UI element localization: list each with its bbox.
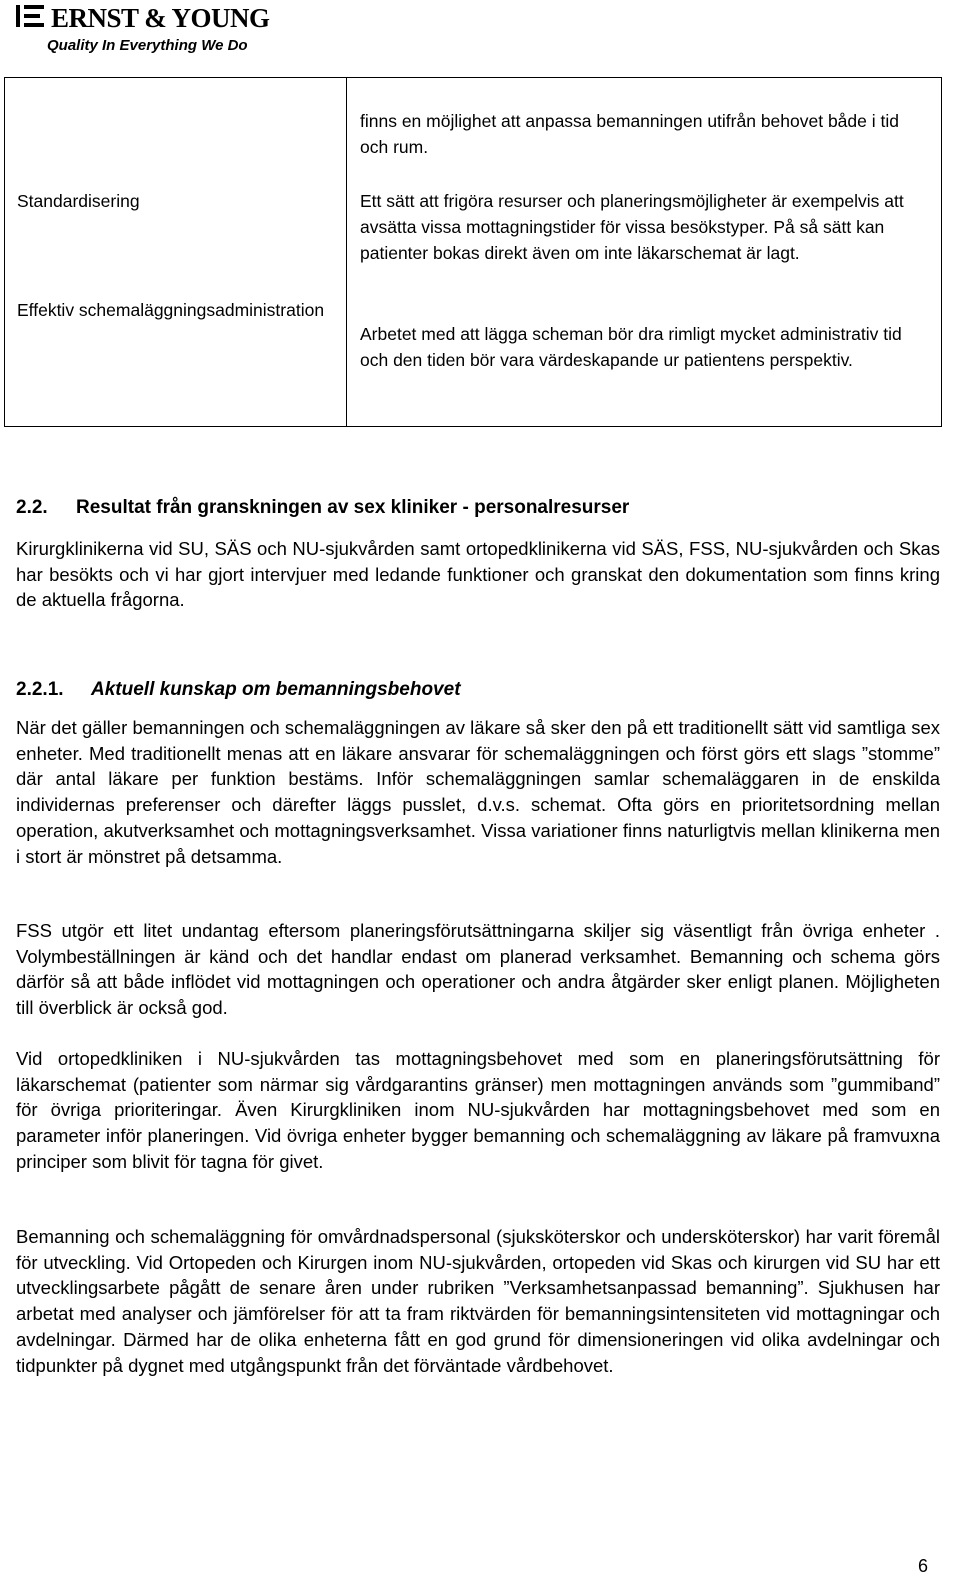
company-tagline: Quality In Everything We Do [47,37,248,54]
section-number: 2.2.1. [16,679,64,700]
paragraph-staffing-tradition: När det gäller bemanningen och schemaläggningen av läkare så sker den på ett traditionellt sätt vid samtliga sex enheter. Med traditionellt menas att en läkare ansvarar för schemaläggningen och först görs ett slags ”stomme” där antal läkare per funktion bestäms. Inför schemaläggningen samlar schemaläggaren in de enskilda individernas preferenser och därefter läggs pusslet, d.v.s. schemat. Ofta görs en prioritetsordning mellan operation, akutverksamhet och mottagningsverksamhet. Vissa variationer finns naturligtvis mellan klinikerna men i stort är mönstret på detsamma. [16,717,940,867]
section-2-2-paragraph: Kirurgklinikerna vid SU, SÄS och NU-sjukvården samt ortopedklinikerna vid SÄS, FSS, NU-sjukvården och Skas har besökts och vi har gjort intervjuer med ledande funktioner och granskat den dokumentation som finns kring de aktuella frågorna. [16,538,940,611]
paragraph-nursing-staff: Bemanning och schemaläggning för omvårdnadspersonal (sjuksköterskor och undersköterskor) har varit föremål för utveckling. Vid Ortopeden och Kirurgen inom NU-sjukvården, ortopeden vid Skas och kirurgen vid SU har ett utvecklingsarbete pågått de senare åren under rubriken ”Verksamhetsanpassad bemanning”. Sjukhusen har arbetat med analyser och jämförelser för att ta fram riktvärden för bemanningsintensiteten vid mottagningar och avdelningar. Därmed har de olika enheterna fått en god grund för dimensioneringen vid olika avdelningar och tidpunkter på dygnet med utgångspunkt från det förväntade vårdbehovet. [16,1226,940,1376]
table-row-0-description: finns en möjlighet att anpassa bemanningen utifrån behovet både i tid och rum. [360,111,899,157]
section-title: Resultat från granskningen av sex kliniker - personalresurser [76,497,630,518]
page-number: 6 [918,1556,929,1576]
company-logo [16,4,276,54]
criteria-table [4,77,942,427]
section-number: 2.2. [16,497,48,518]
table-column-divider [346,78,347,426]
ey-logo-mark-icon [16,5,44,27]
table-row-1-label: Standardisering [17,191,140,211]
table-row-2-label: Effektiv schemaläggningsadministration [17,300,325,320]
company-name: ERNST & YOUNG [51,3,270,33]
table-row-2-description: Arbetet med att lägga scheman bör dra rimligt mycket administrativ tid och den tiden bör vara värdeskapande ur patientens perspektiv. [360,324,902,370]
section-heading-2-2 [16,496,629,520]
section-title: Aktuell kunskap om bemanningsbehovet [91,679,461,700]
paragraph-nu-orthopedics: Vid ortopedkliniken i NU-sjukvården tas mottagningsbehovet med som en planeringsförutsättning för läkarschemat (patienter som närmar sig vårdgarantins gränser) men mottagningen används som ”gummiband” för övriga prioriteringar. Även Kirurgkliniken inom NU-sjukvården har mottagningsbehovet med som en parameter inför planeringen. Vid övriga enheter bygger bemanning och schemaläggning av läkare på framvuxna principer som blivit för tagna för givet. [16,1048,940,1172]
section-heading-2-2-1 [16,678,461,702]
paragraph-fss-exception: FSS utgör ett litet undantag eftersom planeringsförutsättningarna skiljer sig väsentligt från övriga enheter . Volymbeställningen är känd och det handlar endast om planerad verksamhet. Bemanning och schema görs därför så att både inflödet vid mottagningen och operationer och andra åtgärder sker enligt planen. Möjligheten till överblick är också god. [16,920,940,1019]
table-row-1-description: Ett sätt att frigöra resurser och planeringsmöjligheter är exempelvis att avsätta vissa mottagningstider för vissa besökstyper. På så sätt kan patienter bokas direkt även om inte läkarschemat är lagt. [360,191,904,263]
